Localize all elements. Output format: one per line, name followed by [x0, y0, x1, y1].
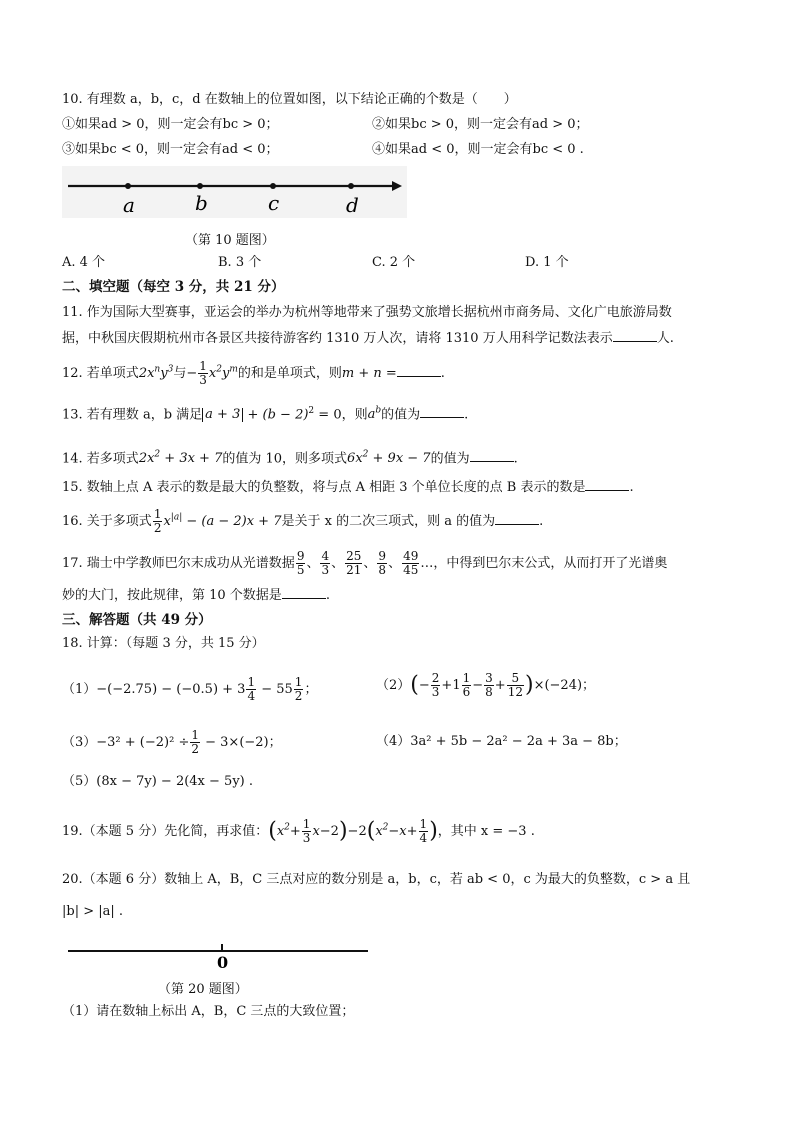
q11-unit: 人. [656, 331, 674, 346]
q20-caption: （第 20 题图） [158, 982, 248, 997]
q15-text: 15. 数轴上点 A 表示的数是最大的负整数，将与点 A 相距 3 个单位长度的点 B 表示的数是 [62, 480, 586, 495]
q16-fraction: $\frac{1}{2}$ [153, 507, 162, 535]
q17-line-2: 妙的大门，按此规律，第 10 个数据是 . [62, 588, 330, 603]
q20-part-1: （1）请在数轴上标出 A，B，C 三点的大致位置； [62, 1004, 355, 1019]
q12-term-1: $2x^ny^3$ [138, 364, 174, 381]
q15-answer-blank [585, 478, 629, 491]
q14-text-2: 的值为 10，则多项式 [222, 451, 348, 467]
q12-text-1: 12. 若单项式 [62, 366, 139, 381]
q13-abs: a + 3 [202, 408, 243, 422]
q20-line-2: |b| > |a| . [62, 904, 124, 919]
section-3-heading: 三、解答题（共 49 分） [62, 612, 212, 628]
q14-line: 14. 若多项式$2x^2 + 3x + 7$的值为 10，则多项式$6x^2 + 9x - 7$的值为 . [62, 450, 518, 467]
section-2-heading: 二、填空题（每空 3 分，共 21 分） [62, 279, 285, 295]
q12-term-2: $x^2y^m$ [208, 364, 238, 381]
q10-number-line-figure [62, 166, 412, 218]
q12-text-2: 与 [173, 366, 187, 381]
q10-option-c: C. 2 个 [372, 255, 416, 270]
q19-line: 19.（本题 5 分）先化简，再求值：($x^2+$ $\frac{1}{3}$ $x-2)-2(x^2-x+$ $\frac{1}{4}$ )，其中 x = −3 . [62, 817, 535, 845]
q10-statement-1: ①如果ad > 0，则一定会有bc > 0； [62, 117, 279, 132]
q17-line-1: 17. 瑞士中学教师巴尔末成功从光谱数据 $\frac{9}{5}$ 、 $\frac{4}{3}$ 、 $\frac{25}{21}$ 、 $\frac{9}{8}$ 、 $\frac{49}{45}$ …，中得到巴尔末公式，从而打开了光谱奥 [62, 549, 668, 577]
q20-line-1: 20.（本题 6 分）数轴上 A，B，C 三点对应的数分别是 a，b，c，若 ab < 0，c 为最大的负整数，c > a 且 [62, 872, 691, 887]
q18-part-4: （4）3a² + 5b − 2a² − 2a + 3a − 8b； [376, 734, 627, 749]
q11-line-1: 11. 作为国际大型赛事，亚运会的举办为杭州等地带来了强势文旅增长据杭州市商务局、文化广电旅游局数 [62, 305, 672, 320]
q18-part-2: （2）(− $\frac{2}{3}$ +1 $\frac{1}{6}$ − $\frac{3}{8}$ + $\frac{5}{12}$ )×(−24)； [376, 671, 596, 699]
q10-statement-2: ②如果bc > 0，则一定会有ad > 0； [372, 117, 589, 132]
q10-label-b: b [195, 191, 208, 215]
q10-stem: 10. 有理数 a，b，c，d 在数轴上的位置如图，以下结论正确的个数是（ ） [62, 92, 517, 107]
q16-text-2: 是关于 x 的二次三项式，则 a 的值为 [281, 514, 496, 529]
q11-line-2 [62, 329, 674, 348]
q11-text: 据，中秋国庆假期杭州市各景区共接待游客约 1310 万人次，请将 1310 万人用科学记数法表示 [62, 331, 613, 346]
q18-2-text: （2） [376, 678, 411, 693]
q12-question: m + n = [341, 366, 397, 381]
q10-point-c-dot [270, 183, 276, 189]
q10-statement-4: ④如果ad < 0，则一定会有bc < 0 . [372, 142, 584, 157]
q12-line: 12. 若单项式$2x^ny^3$与− $\frac{1}{3}$ $x^2y^m$的和是单项式，则m + n = . [62, 359, 445, 387]
q10-label-d: d [346, 193, 359, 217]
q16-text-1: 16. 关于多项式 [62, 514, 152, 529]
q17-answer-blank [282, 586, 326, 599]
q18-part-1: （1）−(−2.75) − (−0.5) + 3 $\frac{1}{4}$ − 55 $\frac{1}{2}$ ； [62, 675, 318, 703]
q12-fraction: $\frac{1}{3}$ [199, 359, 207, 387]
q17-text-1: 17. 瑞士中学教师巴尔末成功从光谱数据 [62, 556, 295, 571]
q13-text-2: ，则 [341, 407, 368, 423]
q15-line: 15. 数轴上点 A 表示的数是最大的负整数，将与点 A 相距 3 个单位长度的点 B 表示的数是 . [62, 480, 634, 495]
q17-text-2: …，中得到巴尔末公式，从而打开了光谱奥 [420, 556, 668, 571]
q16-line: 16. 关于多项式 $\frac{1}{2}$ $x^{|a|} - (a - 2)x + 7$是关于 x 的二次三项式，则 a 的值为 . [62, 507, 544, 535]
q16-answer-blank [495, 512, 539, 525]
q20-number-line-figure [62, 936, 374, 972]
q18-stem: 18. 计算：（每题 3 分，共 15 分） [62, 636, 265, 651]
q19-text-1: 19.（本题 5 分）先化简，再求值： [62, 824, 269, 839]
q14-answer-blank [470, 449, 514, 462]
q13-text-1: 13. 若有理数 a，b 满足 [62, 407, 203, 423]
q10-caption: （第 10 题图） [185, 233, 275, 248]
q12-text-3: 的和是单项式，则 [237, 366, 342, 381]
q18-1-text: （1）−(−2.75) − (−0.5) + 3 [62, 682, 246, 697]
q18-part-3: （3）−3² + (−2)² ÷ $\frac{1}{2}$ − 3×(−2)； [62, 728, 282, 756]
q13-line: 13. 若有理数 a，b 满足 $a + 3 + (b - 2)^2 = 0$，则$a^b$的值为 . [62, 406, 469, 423]
q10-option-a: A. 4 个 [62, 255, 106, 270]
q10-statement-3: ③如果bc < 0，则一定会有ad < 0； [62, 142, 279, 157]
q10-option-d: D. 1 个 [525, 255, 569, 270]
q17-text-3: 妙的大门，按此规律，第 10 个数据是 [62, 588, 282, 603]
q13-text-3: 的值为 [381, 407, 421, 423]
q10-point-b-dot [197, 183, 203, 189]
q10-point-a-dot [125, 183, 131, 189]
q10-label-a: a [123, 193, 135, 217]
q12-answer-blank [397, 364, 441, 377]
q10-option-b: B. 3 个 [218, 255, 262, 270]
q11-answer-blank [613, 329, 657, 342]
q14-text-3: 的值为 [430, 451, 470, 467]
q19-text-2: ，其中 x = −3 . [437, 824, 535, 839]
q18-part-5: （5）(8x − 7y) − 2(4x − 5y) . [62, 774, 254, 789]
q13-answer-blank [420, 405, 464, 418]
q10-point-d-dot [348, 183, 354, 189]
q20-zero-label: 0 [217, 953, 229, 972]
q18-3-text: （3）−3² + (−2)² ÷ [62, 735, 190, 750]
q14-text-1: 14. 若多项式 [62, 451, 139, 467]
q10-label-c: c [268, 191, 280, 215]
